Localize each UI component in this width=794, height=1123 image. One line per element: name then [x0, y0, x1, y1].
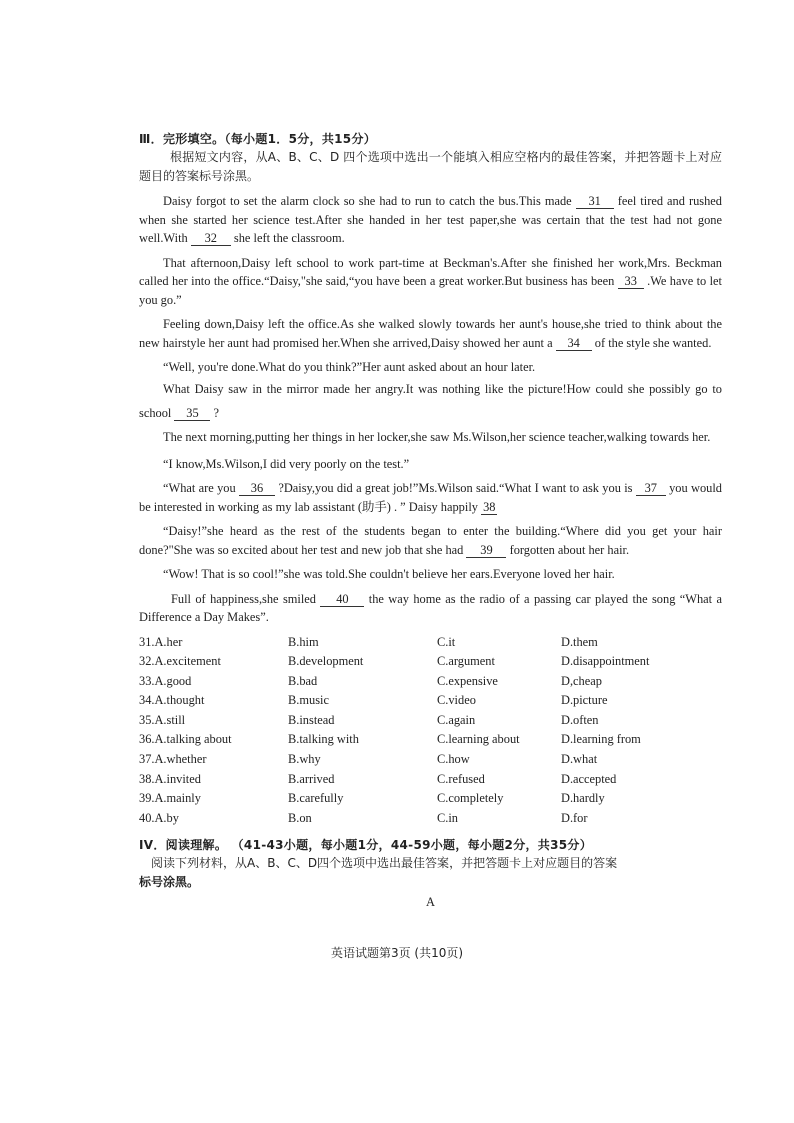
blank-31: 31 — [576, 195, 614, 209]
blank-37: 37 — [636, 482, 666, 496]
section-3-heading: Ⅲ．完形填空。（每小题1．5分，共15分） — [139, 132, 377, 146]
option-row: 38.A.invited B.arrived C.refused D.accepted — [139, 771, 617, 786]
blank-32: 32 — [191, 232, 231, 246]
passage-paragraph: “Wow! That is so cool!”she was told.She couldn't believe her ears.Everyone loved her hair. — [163, 567, 615, 581]
option-row: 31.A.her B.him C.it D.them — [139, 634, 598, 649]
option-row: 39.A.mainly B.carefully C.completely D.hardly — [139, 791, 605, 806]
section-4-instruction: 阅读下列材料，从A、B、C、D四个选项中选出最佳答案，并把答题卡上对应题目的答案 — [151, 856, 618, 871]
section-4-heading: IV．阅读理解。 （41-43小题，每小题1分，44-59小题，每小题2分，共35分） — [139, 838, 592, 853]
option-row: 40.A.by B.on C.in D.for — [139, 810, 588, 825]
option-row: 32.A.excitement B.development C.argument D.disappointment — [139, 654, 650, 669]
option-row: 35.A.still B.instead C.again D.often — [139, 712, 599, 727]
option-row: 34.A.thought B.music C.video D.picture — [139, 693, 608, 708]
blank-33: 33 — [618, 275, 644, 289]
option-row: 36.A.talking about B.talking with C.learning about D.learning from — [139, 732, 641, 747]
option-row: 33.A.good B.bad C.expensive D,cheap — [139, 673, 602, 688]
passage-paragraph: Feeling down,Daisy left the office.As she walked slowly towards her aunt's house,she tried to think about the new hairstyle her aunt had promised her.When she arrived,Daisy showed her aunt a 34 of the style she wanted. — [139, 317, 722, 350]
passage-paragraph: “I know,Ms.Wilson,I did very poorly on the test.” — [163, 456, 410, 471]
section-4-instruction-cont: 标号涂黑。 — [139, 875, 200, 890]
passage-paragraph: “What are you 36 ?Daisy,you did a great job!”Ms.Wilson said.“What I want to ask you is 37 you would be interested in working as my lab assistant (助手) . ” Daisy happily 38 — [139, 481, 722, 514]
section-3-instruction: 根据短文内容，从A、B、C、D 四个选项中选出一个能填入相应空格内的最佳答案，并把答题卡上对应题目的答案标号涂黑。 — [139, 150, 722, 183]
passage-paragraph: Full of happiness,she smiled 40 the way home as the radio of a passing car played the song “What a Difference a Day Makes”. — [139, 591, 722, 624]
blank-40: 40 — [320, 593, 364, 607]
page-footer: 英语试题第3页 (共10页) — [330, 946, 464, 960]
blank-36: 36 — [239, 482, 275, 496]
blank-34: 34 — [556, 337, 592, 351]
passage-paragraph: “Well, you're done.What do you think?”Her aunt asked about an hour later. — [163, 360, 536, 374]
answer-options — [139, 633, 722, 829]
passage-paragraph: That afternoon,Daisy left school to work part-time at Beckman's.After she finished her work,Mrs. Beckman called her into the office.“Daisy,"she said,“you have been a great worker.But business has been 33 .We have to let you go.” — [139, 255, 722, 307]
blank-38: 38 — [483, 499, 496, 514]
blank-39: 39 — [466, 544, 506, 558]
blank-35: 35 — [174, 407, 210, 421]
option-row: 37.A.whether B.why C.how D.what — [139, 752, 598, 767]
part-label: A — [426, 895, 435, 910]
passage-paragraph: The next morning,putting her things in her locker,she saw Ms.Wilson,her science teacher,walking towards her. — [163, 429, 711, 444]
passage-paragraph: “Daisy!”she heard as the rest of the students began to enter the building.“Where did you get your hair done?"She was so excited about her test and new job that she had 39 forgotten about her hair. — [139, 524, 722, 557]
passage-paragraph: What Daisy saw in the mirror made her angry.It was nothing like the picture!How could she possibly go to school 35 ? — [139, 381, 722, 420]
passage-paragraph: Daisy forgot to set the alarm clock so she had to run to catch the bus.This made 31 feel tired and rushed when she started her science test.After she handed in her test paper,she was certain that the test had not gone well.With 32 she left the classroom. — [139, 194, 722, 245]
exam-page — [139, 130, 722, 910]
